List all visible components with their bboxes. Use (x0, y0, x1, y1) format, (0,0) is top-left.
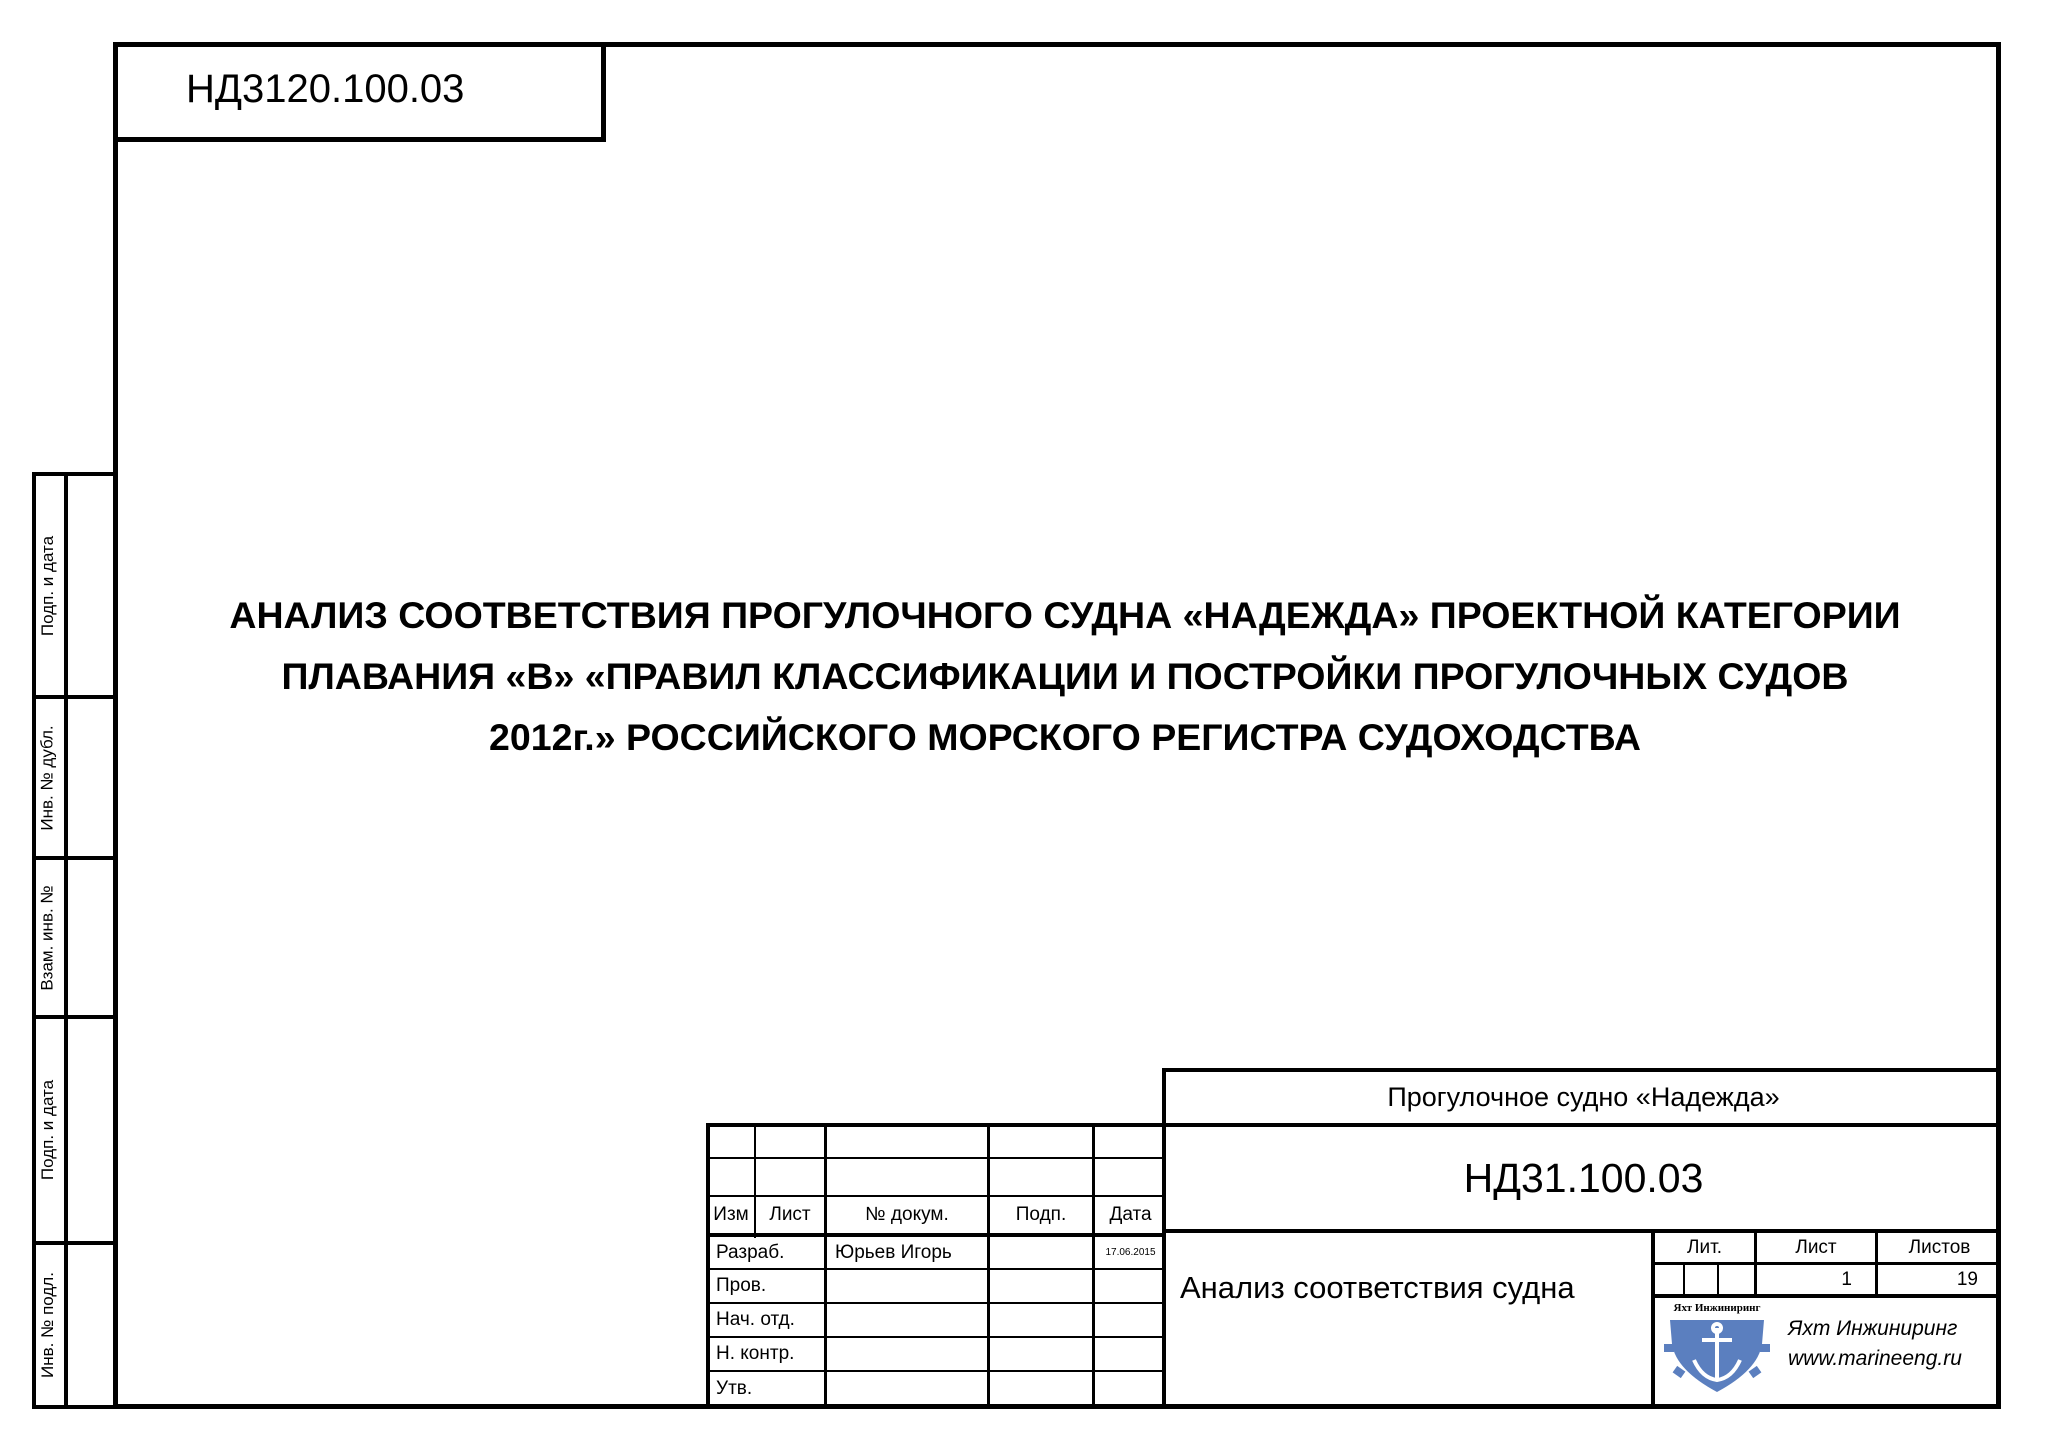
top-code: НД3120.100.03 (186, 67, 465, 111)
developer-date: 17.06.2015 (1105, 1247, 1156, 1258)
grid-line (1651, 1294, 2001, 1298)
title-line: 2012г.» РОССИЙСКОГО МОРСКОГО РЕГИСТРА СУДОХОДСТВА (489, 716, 1641, 758)
sheet-label: Лист (1795, 1236, 1837, 1258)
header-date: Дата (1109, 1204, 1152, 1225)
vessel-name: Прогулочное судно «Надежда» (1387, 1082, 1780, 1112)
role-norm-control: Н. контр. (716, 1343, 795, 1364)
header-list: Лист (769, 1204, 811, 1225)
sheets-value: 19 (1956, 1268, 1978, 1290)
side-label: Подп. и дата (38, 535, 58, 636)
grid-line (1683, 1262, 1685, 1296)
side-label: Инв. № подл. (38, 1272, 57, 1378)
lit-label: Лит. (1687, 1236, 1722, 1258)
side-label: Инв. № дубл. (38, 724, 57, 831)
role-developer: Разраб. (716, 1241, 785, 1263)
company-logo (1662, 1302, 1772, 1402)
title-line: АНАЛИЗ СООТВЕТСТВИЯ ПРОГУЛОЧНОГО СУДНА «НАДЕЖДА» ПРОЕКТНОЙ КАТЕГОРИИ (229, 594, 1901, 636)
company-info (1788, 1314, 1998, 1394)
header-doc-number: № докум. (865, 1204, 949, 1225)
sheet-value: 1 (1841, 1268, 1852, 1290)
company-site[interactable]: www.marineeng.ru (1788, 1347, 1962, 1370)
company-name: Яхт Инжиниринг (1788, 1317, 1958, 1340)
grid-line (706, 1157, 1166, 1159)
grid-line (1717, 1262, 1719, 1296)
sheets-label: Листов (1908, 1236, 1971, 1258)
role-checker: Пров. (716, 1275, 767, 1296)
grid-line (824, 1123, 827, 1409)
logo-text: Яхт Инжиниринг (1673, 1302, 1761, 1314)
role-approver: Утв. (716, 1377, 753, 1399)
grid-line (987, 1123, 990, 1409)
side-strip-divider (64, 472, 68, 1409)
document-title (200, 585, 1930, 768)
header-izm: Изм (713, 1204, 749, 1225)
title-line: ПЛАВАНИЯ «В» «ПРАВИЛ КЛАССИФИКАЦИИ И ПОСТРОЙКИ ПРОГУЛОЧНЫХ СУДОВ (281, 655, 1849, 697)
side-label: Подп. и дата (38, 1079, 58, 1181)
gear-anchor-icon (1662, 1314, 1772, 1398)
side-label: Взам. инв. № (38, 884, 58, 991)
role-dept-head: Нач. отд. (716, 1309, 795, 1330)
header-signature: Подп. (1015, 1204, 1067, 1225)
doc-title: Анализ соответствия судна (1180, 1270, 1575, 1305)
doc-code: НД31.100.03 (1463, 1154, 1704, 1201)
developer-name: Юрьев Игорь (835, 1241, 952, 1263)
